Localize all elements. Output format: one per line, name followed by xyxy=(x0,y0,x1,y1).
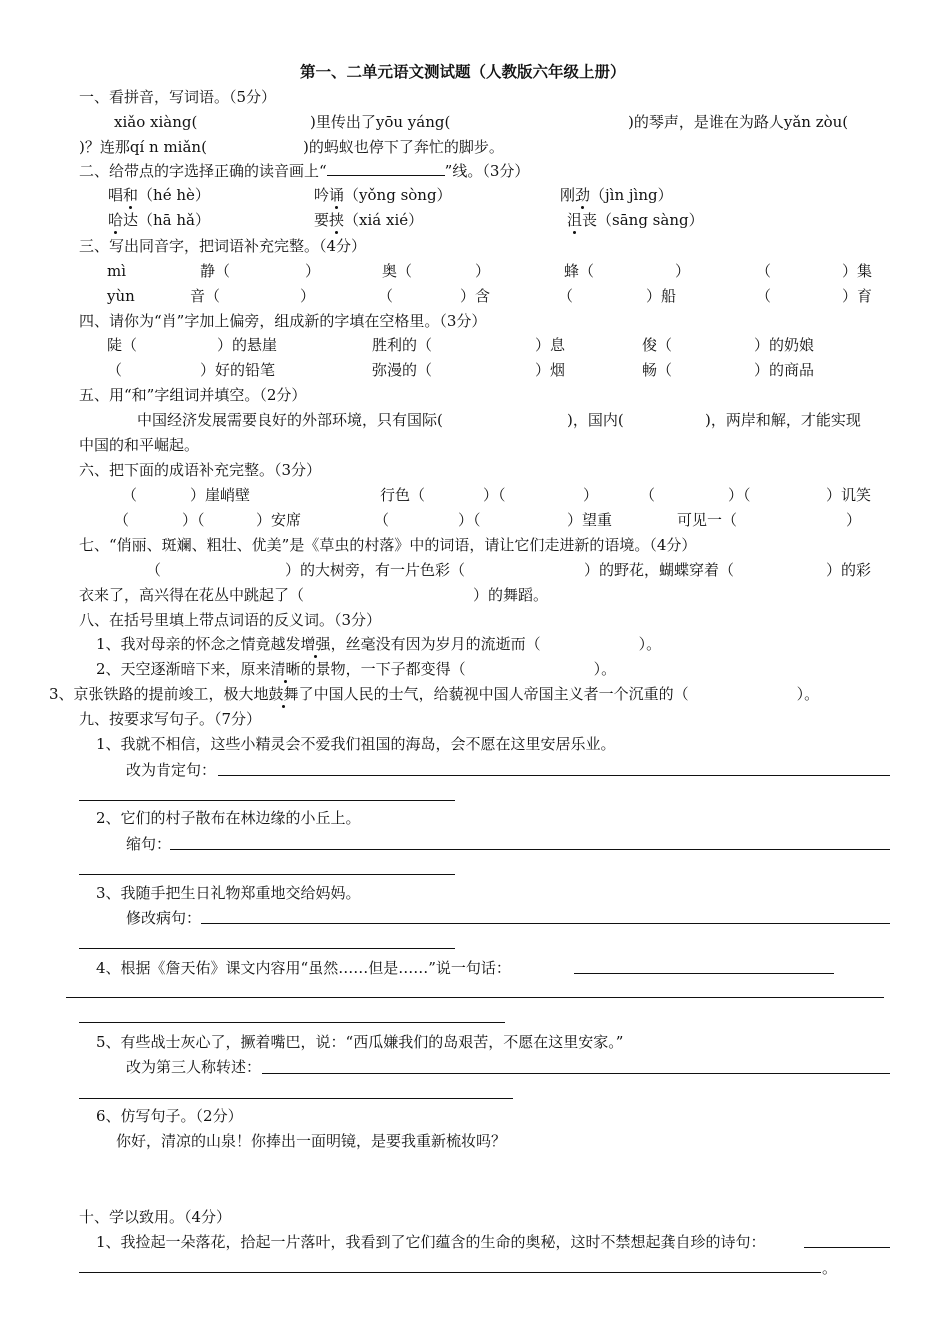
s2-word: 刚 xyxy=(560,186,576,204)
s3-mi-item: ） xyxy=(475,262,491,280)
s8-q2-c: ）。 xyxy=(593,660,617,678)
section-7-heading: 七、“俏丽、斑斓、粗壮、优美”是《草虫的村落》中的词语，请让它们走进新的语境。（4分） xyxy=(79,536,697,554)
s6-item: ）（ xyxy=(182,511,205,529)
s1-line1-a: xiǎo xiàng( xyxy=(114,113,198,131)
section-2-heading xyxy=(79,161,529,181)
s9-q6-text: 你好，清凉的山泉！你捧出一面明镜，是要我重新梳妆吗？ xyxy=(116,1132,507,1150)
s3-mi-item: （ xyxy=(756,262,772,280)
s3-mi-item: 蜂（ xyxy=(564,262,595,280)
answer-line[interactable] xyxy=(79,1022,505,1023)
answer-line[interactable] xyxy=(79,1272,821,1273)
s6-item: 可见一（ xyxy=(677,511,738,529)
s8-q1 xyxy=(96,634,661,654)
s3-yun-pinyin: yùn xyxy=(107,287,135,305)
s7-text: （ xyxy=(146,561,162,579)
answer-line[interactable] xyxy=(201,923,890,924)
s9-q6: 6、仿写句子。（2分） xyxy=(96,1107,243,1125)
s9-q5-label: 改为第三人称转述： xyxy=(126,1058,262,1076)
s2-options: 丧（sāng sàng） xyxy=(582,211,704,229)
s8-q2-a: 2、天空逐渐暗下来，原来 xyxy=(96,660,271,678)
s4-item: 陡（ xyxy=(107,336,138,354)
s6-item: （ xyxy=(114,511,130,529)
s6-item: （ xyxy=(374,511,390,529)
s3-mi-item: ）集 xyxy=(842,262,873,280)
s8-q3-a: 3、京张铁路的提前竣工，极大地 xyxy=(49,685,269,703)
s4-item: ）息 xyxy=(535,336,566,354)
page-title: 第一、二单元语文测试题（人教版六年级上册） xyxy=(300,62,626,81)
s5-text-a: 中国经济发展需要良好的外部环境，只有国际( xyxy=(137,411,443,429)
s7-text: ）的大树旁，有一片色彩（ xyxy=(285,561,466,579)
s3-yun-item: （ xyxy=(558,287,574,305)
s2-options: （jìn jìng） xyxy=(590,186,673,204)
s5-text-d: 中国的和平崛起。 xyxy=(79,436,200,454)
section-5-heading: 五、用“和”字组词并填空。（2分） xyxy=(79,386,307,404)
s2-heading-blank xyxy=(327,161,445,176)
s8-q1-c: ）。 xyxy=(638,635,662,653)
s1-line2-a: )？连那qí n miǎn( xyxy=(79,138,207,156)
s9-q4: 4、根据《詹天佑》课文内容用“虽然……但是……”说一句话： xyxy=(96,959,511,977)
s7-text: 衣来了，高兴得在花丛中跳起了（ xyxy=(79,586,305,604)
s2-word: 要 xyxy=(314,211,330,229)
s2-word: 唱 xyxy=(108,186,124,204)
s2-item-2-1 xyxy=(108,210,210,230)
s4-item: ）的商品 xyxy=(754,361,815,379)
s3-yun-item: ）船 xyxy=(646,287,677,305)
s2-heading-a: 二、给带点的字选择正确的读音画上“ xyxy=(79,162,327,180)
section-4-heading: 四、请你为“肖”字加上偏旁，组成新的字填在空格里。（3分） xyxy=(79,312,487,330)
s3-yun-item: ）育 xyxy=(842,287,873,305)
s6-item: ）望重 xyxy=(567,511,613,529)
s9-q2: 2、它们的村子散布在林边缘的小丘上。 xyxy=(96,809,361,827)
s6-item: ） xyxy=(846,511,862,529)
s6-item: ）（ xyxy=(483,486,506,504)
s8-q2-dotted: 清晰 xyxy=(270,660,301,678)
s3-yun-item: ）含 xyxy=(460,287,491,305)
s2-dotted-char: 劲 xyxy=(575,186,591,204)
s8-q3-b: 了中国人民的士气，给藐视中国人帝国主义者一个沉重的（ xyxy=(298,685,689,703)
s2-dotted-char: 挟 xyxy=(329,211,345,229)
s8-q1-dotted: 增强 xyxy=(300,635,331,653)
section-1-heading: 一、看拼音，写词语。（5分） xyxy=(79,88,277,106)
answer-line[interactable] xyxy=(79,874,455,875)
s8-q1-a: 1、我对母亲的怀念之情竟越发 xyxy=(96,635,301,653)
s2-options: （hé hè） xyxy=(138,186,210,204)
s9-q1-label: 改为肯定句： xyxy=(126,761,217,779)
s8-q1-b: ，丝毫没有因为岁月的流逝而（ xyxy=(330,635,541,653)
s6-item: （ xyxy=(640,486,656,504)
s4-item: ）好的铅笔 xyxy=(200,361,276,379)
s4-item: （ xyxy=(107,361,123,379)
answer-line[interactable] xyxy=(170,849,890,850)
s3-mi-item: ） xyxy=(305,262,321,280)
s4-item: 畅（ xyxy=(642,361,673,379)
s4-item: 胜利的（ xyxy=(372,336,433,354)
s3-mi-item: 奥（ xyxy=(382,262,413,280)
s2-dotted-char: 和 xyxy=(123,186,139,204)
section-9-heading: 九、按要求写句子。（7分） xyxy=(79,710,262,728)
s2-options: （yǒng sòng） xyxy=(344,186,452,204)
answer-line[interactable] xyxy=(574,973,834,974)
s6-item: ）讥笑 xyxy=(826,486,872,504)
s7-text: ）的彩 xyxy=(826,561,872,579)
answer-line[interactable] xyxy=(218,775,890,776)
s2-options: （xiá xié） xyxy=(344,211,424,229)
s9-q2-label: 缩句： xyxy=(126,835,172,853)
s8-q3-dotted: 鼓舞 xyxy=(268,685,299,703)
section-3-heading: 三、写出同音字，把词语补充完整。（4分） xyxy=(79,237,367,255)
s7-text: ）的野花，蝴蝶穿着（ xyxy=(584,561,735,579)
section-8-heading: 八、在括号里填上带点词语的反义词。（3分） xyxy=(79,611,382,629)
s8-q2-b: 的景物，一下子都变得（ xyxy=(300,660,466,678)
s6-item: ）（ xyxy=(458,511,481,529)
s6-item: ）（ xyxy=(728,486,751,504)
s3-yun-item: （ xyxy=(378,287,394,305)
s5-text-b: )，国内( xyxy=(567,411,624,429)
s9-q3-label: 修改病句： xyxy=(126,909,202,927)
s2-item-2-2 xyxy=(314,210,423,230)
section-6-heading: 六、把下面的成语补充完整。（3分） xyxy=(79,461,322,479)
answer-line[interactable] xyxy=(79,800,455,801)
s3-yun-item: 音（ xyxy=(190,287,221,305)
s3-yun-item: ） xyxy=(300,287,316,305)
s2-dotted-char: 哈 xyxy=(108,211,124,229)
s8-q2 xyxy=(96,659,616,679)
s9-q5: 5、有些战士灰心了，撅着嘴巴，说：“西瓜嫌我们的岛艰苦，不愿在这里安家。” xyxy=(96,1033,624,1051)
s8-q3-c: ）。 xyxy=(796,685,820,703)
s6-item: 行色（ xyxy=(380,486,426,504)
s4-item: 俊（ xyxy=(642,336,673,354)
answer-line[interactable] xyxy=(66,997,884,998)
s5-text-c: )，两岸和解，才能实现 xyxy=(705,411,861,429)
s10-q1: 1、我捡起一朵落花，拾起一片落叶，我看到了它们蕴含的生命的奥秘，这时不禁想起龚自珍的诗句： xyxy=(96,1233,766,1251)
answer-line[interactable] xyxy=(79,1098,513,1099)
s2-options: 达（hā hǎ） xyxy=(123,211,210,229)
s2-word: 吟 xyxy=(314,186,330,204)
s7-text: ）的舞蹈。 xyxy=(473,586,549,604)
s1-line1-c: )的琴声，是谁在为路人yǎn zòu( xyxy=(628,113,849,131)
s6-item: ）崖峭壁 xyxy=(190,486,251,504)
s8-q3 xyxy=(49,684,819,704)
s2-heading-b: ”线。（3分） xyxy=(444,162,530,180)
s3-mi-pinyin: mì xyxy=(107,262,127,280)
answer-line[interactable] xyxy=(804,1247,890,1248)
s6-item: （ xyxy=(122,486,138,504)
s6-item: ） xyxy=(583,486,599,504)
s10-end-mark: 。 xyxy=(822,1259,838,1277)
s4-item: ）烟 xyxy=(535,361,566,379)
s2-item-1-3 xyxy=(560,185,673,205)
s4-item: ）的奶娘 xyxy=(754,336,815,354)
section-10-heading: 十、学以致用。（4分） xyxy=(79,1208,232,1226)
s1-line2-b: )的蚂蚁也停下了奔忙的脚步。 xyxy=(303,138,504,156)
s3-mi-item: 静（ xyxy=(200,262,231,280)
s2-item-2-3 xyxy=(567,210,704,230)
s4-item: ）的悬崖 xyxy=(217,336,278,354)
s2-item-1-1 xyxy=(108,185,210,205)
s3-mi-item: ） xyxy=(675,262,691,280)
s9-q3: 3、我随手把生日礼物郑重地交给妈妈。 xyxy=(96,884,361,902)
s6-item: ）安席 xyxy=(256,511,302,529)
answer-line[interactable] xyxy=(79,948,455,949)
s2-dotted-char: 诵 xyxy=(329,186,345,204)
answer-line[interactable] xyxy=(262,1073,890,1074)
s9-q1: 1、我就不相信，这些小精灵会不爱我们祖国的海岛，会不愿在这里安居乐业。 xyxy=(96,735,616,753)
s3-yun-item: （ xyxy=(756,287,772,305)
s2-dotted-char: 沮 xyxy=(567,211,583,229)
s1-line1-b: )里传出了yōu yáng( xyxy=(310,113,451,131)
s4-item: 弥漫的（ xyxy=(372,361,433,379)
s2-item-1-2 xyxy=(314,185,452,205)
